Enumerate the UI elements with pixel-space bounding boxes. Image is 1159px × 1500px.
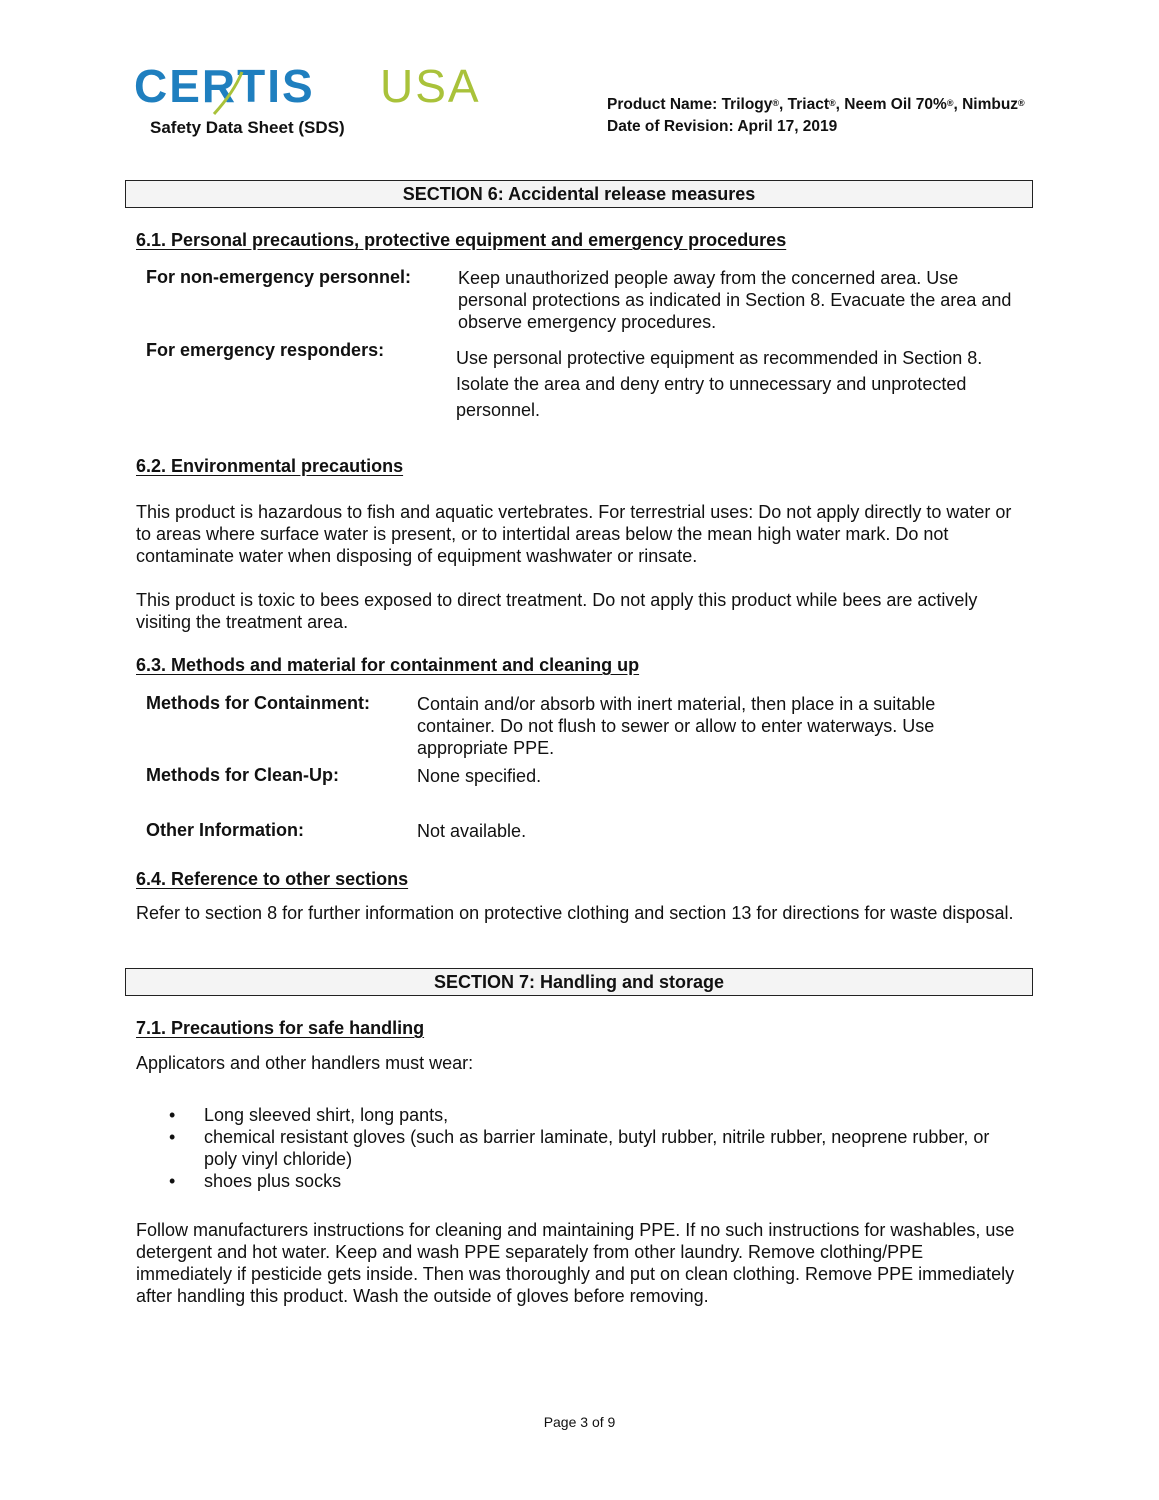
text-clean-up: None specified. — [417, 766, 542, 786]
certis-usa-logo — [134, 62, 524, 112]
ppe-list — [136, 1104, 1026, 1192]
document-type: Safety Data Sheet (SDS) — [150, 118, 345, 137]
label-non-emergency: For non-emergency personnel: — [146, 267, 412, 287]
text-containment: Contain and/or absorb with inert material, then place in a suitable container. Do not flush to sewer or allow to enter waterways. Use appropriate PPE. — [417, 694, 936, 758]
text-non-emergency: Keep unauthorized people away from the concerned area. Use personal protections as indicated in Section 8. Evacuate the area and observe emergency procedures. — [458, 268, 1012, 332]
heading-7-1: 7.1. Precautions for safe handling — [136, 1018, 425, 1038]
env-paragraph-1: This product is hazardous to fish and aquatic vertebrates. For terrestrial uses: Do not apply directly to water or to areas where surface water is present, or to intertidal areas below the mean high water mark. Do not contaminate water when disposing of equipment washwater or rinsate. — [136, 502, 1012, 566]
heading-6-1: 6.1. Personal precautions, protective equipment and emergency procedures — [136, 230, 787, 250]
heading-6-4: 6.4. Reference to other sections — [136, 869, 409, 889]
handling-paragraph: Follow manufacturers instructions for cleaning and maintaining PPE. If no such instructions for washables, use detergent and hot water. Keep and wash PPE separately from other laundry. Remove clothing/PPE immediately if pesticide gets inside. Then was thoroughly and put on clean clothing. Remove PPE immediately after handling this product. Wash the outside of gloves before removing. — [136, 1220, 1015, 1306]
page-number: Page 3 of 9 — [543, 1414, 616, 1430]
reference-text: Refer to section 8 for further information on protective clothing and section 13 for directions for waste disposal. — [136, 903, 1014, 923]
section-7-title: SECTION 7: Handling and storage — [125, 968, 1033, 996]
label-other-info: Other Information: — [146, 820, 304, 840]
list-item: • Long sleeved shirt, long pants, — [136, 1104, 1026, 1126]
label-clean-up: Methods for Clean-Up: — [146, 765, 339, 785]
product-name-line: Product Name: Trilogy®, Triact®, Neem Oil 70%®, Nimbuz® — [607, 96, 1025, 113]
section-6-title: SECTION 6: Accidental release measures — [125, 180, 1033, 208]
text-other-info: Not available. — [417, 821, 527, 841]
logo-text-usa: USA — [380, 62, 481, 112]
logo-graphic — [134, 62, 524, 118]
label-emergency-responders: For emergency responders: — [146, 340, 385, 360]
env-paragraph-2: This product is toxic to bees exposed to direct treatment. Do not apply this product while bees are actively visiting the treatment area. — [136, 590, 978, 632]
product-info — [607, 94, 1025, 138]
heading-6-3: 6.3. Methods and material for containment and cleaning up — [136, 655, 640, 675]
text-emergency-responders: Use personal protective equipment as recommended in Section 8. Isolate the area and deny entry to unnecessary and unprotected personnel. — [456, 348, 983, 420]
handling-intro: Applicators and other handlers must wear: — [136, 1053, 474, 1073]
list-item: • shoes plus socks — [136, 1170, 1026, 1192]
label-containment: Methods for Containment: — [146, 693, 370, 713]
list-item: • chemical resistant gloves (such as barrier laminate, butyl rubber, nitrile rubber, neoprene rubber, or poly vinyl chloride) — [136, 1126, 1026, 1170]
revision-date: Date of Revision: April 17, 2019 — [607, 118, 838, 135]
heading-6-2: 6.2. Environmental precautions — [136, 456, 404, 476]
logo-text-certis: CERTIS — [134, 62, 315, 112]
